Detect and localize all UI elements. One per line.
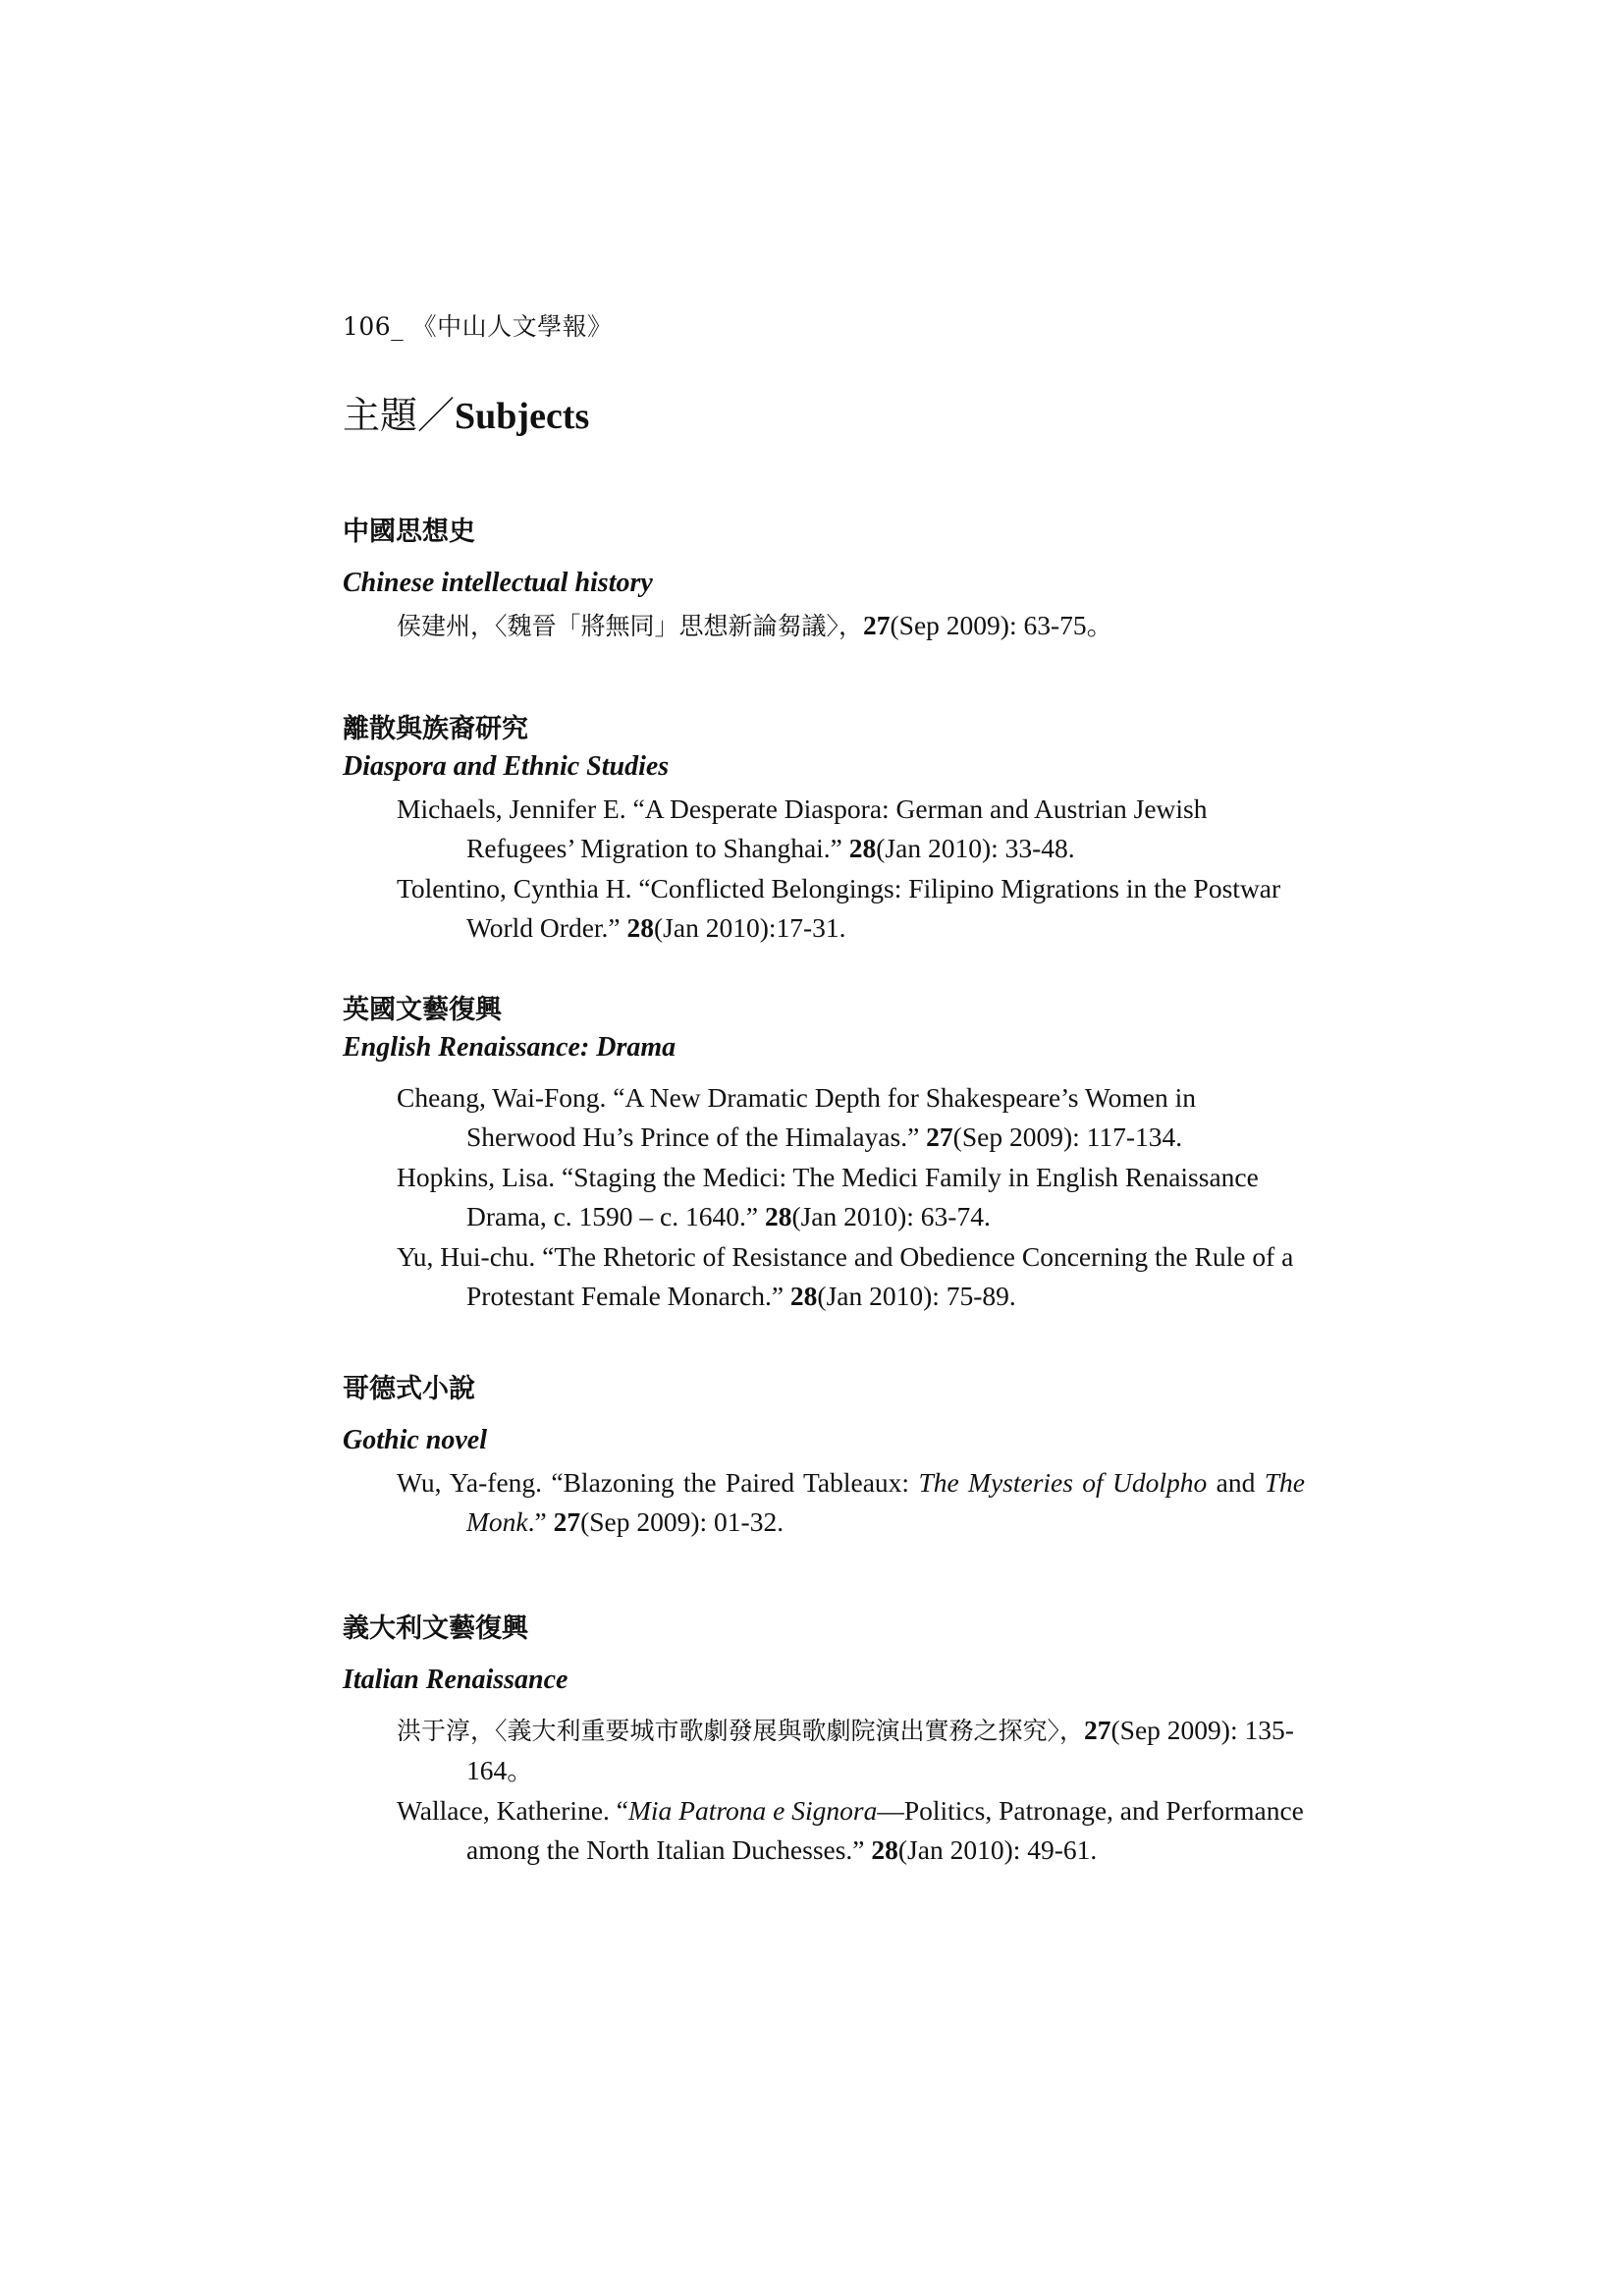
bibliography-entry: Wu, Ya-feng. “Blazoning the Paired Tableaux: The Mysteries of Udolpho and The Monk.” 27(Sep 2009): 01-32. — [397, 1467, 1305, 1537]
title-en: Subjects — [455, 396, 590, 437]
bibliography-entry: Hopkins, Lisa. “Staging the Medici: The Medici Family in English Renaissance Drama, c. 1590 – c. 1640.” 28(Jan 2010): 63-74. — [397, 1162, 1259, 1231]
subject-section-gothic-novel — [343, 1373, 1305, 1543]
subject-section-diaspora — [343, 713, 1305, 949]
subject-heading-en: Diaspora and Ethnic Studies — [343, 751, 670, 782]
subject-heading-en: Italian Renaissance — [343, 1665, 568, 1695]
subject-heading-en: Chinese intellectual history — [343, 568, 653, 598]
running-header — [343, 307, 613, 343]
bibliography-entry: 洪于淳，〈義大利重要城市歌劇發展與歌劇院演出實務之探究〉，27(Sep 2009): 135-164。 — [397, 1715, 1294, 1785]
journal-title: 《中山人文學報》 — [411, 312, 613, 341]
subject-heading-zh: 英國文藝復興 — [343, 995, 502, 1025]
subject-heading-en: English Renaissance: Drama — [343, 1032, 676, 1063]
subject-heading-zh: 哥德式小說 — [343, 1374, 475, 1404]
subject-heading-zh: 義大利文藝復興 — [343, 1613, 528, 1644]
subject-section-english-renaissance — [343, 994, 1305, 1317]
subject-heading-en: Gothic novel — [343, 1425, 487, 1455]
bibliography-entry: Michaels, Jennifer E. “A Desperate Diaspora: German and Austrian Jewish Refugees’ Migration to Shanghai.” 28(Jan 2010): 33-48. — [397, 793, 1208, 863]
page-title — [343, 385, 589, 439]
bibliography-entry: 侯建州，〈魏晉「將無同」思想新論芻議〉，27(Sep 2009): 63-75。 — [397, 610, 1114, 640]
subject-heading-zh: 離散與族裔研究 — [343, 714, 528, 744]
bibliography-entry: Cheang, Wai-Fong. “A New Dramatic Depth for Shakespeare’s Women in Sherwood Hu’s Prince of the Himalayas.” 27(Sep 2009): 117-134. — [397, 1082, 1197, 1152]
title-zh: 主題／ — [343, 394, 456, 437]
bibliography-entry: Wallace, Katherine. “Mia Patrona e Signora—Politics, Patronage, and Performance among the North Italian Duchesses.” 28(Jan 2010): 49-61. — [397, 1795, 1304, 1865]
bibliography-entry: Tolentino, Cynthia H. “Conflicted Belongings: Filipino Migrations in the Postwar World Order.” 28(Jan 2010):17-31. — [397, 873, 1281, 943]
subject-section-italian-renaissance — [343, 1613, 1305, 1871]
subject-section-chinese-intellectual-history — [343, 516, 1305, 647]
subject-heading-zh: 中國思想史 — [343, 517, 475, 547]
page-number: 106_ — [343, 312, 405, 341]
bibliography-entry: Yu, Hui-chu. “The Rhetoric of Resistance and Obedience Concerning the Rule of a Protestant Female Monarch.” 28(Jan 2010): 75-89. — [397, 1241, 1294, 1311]
